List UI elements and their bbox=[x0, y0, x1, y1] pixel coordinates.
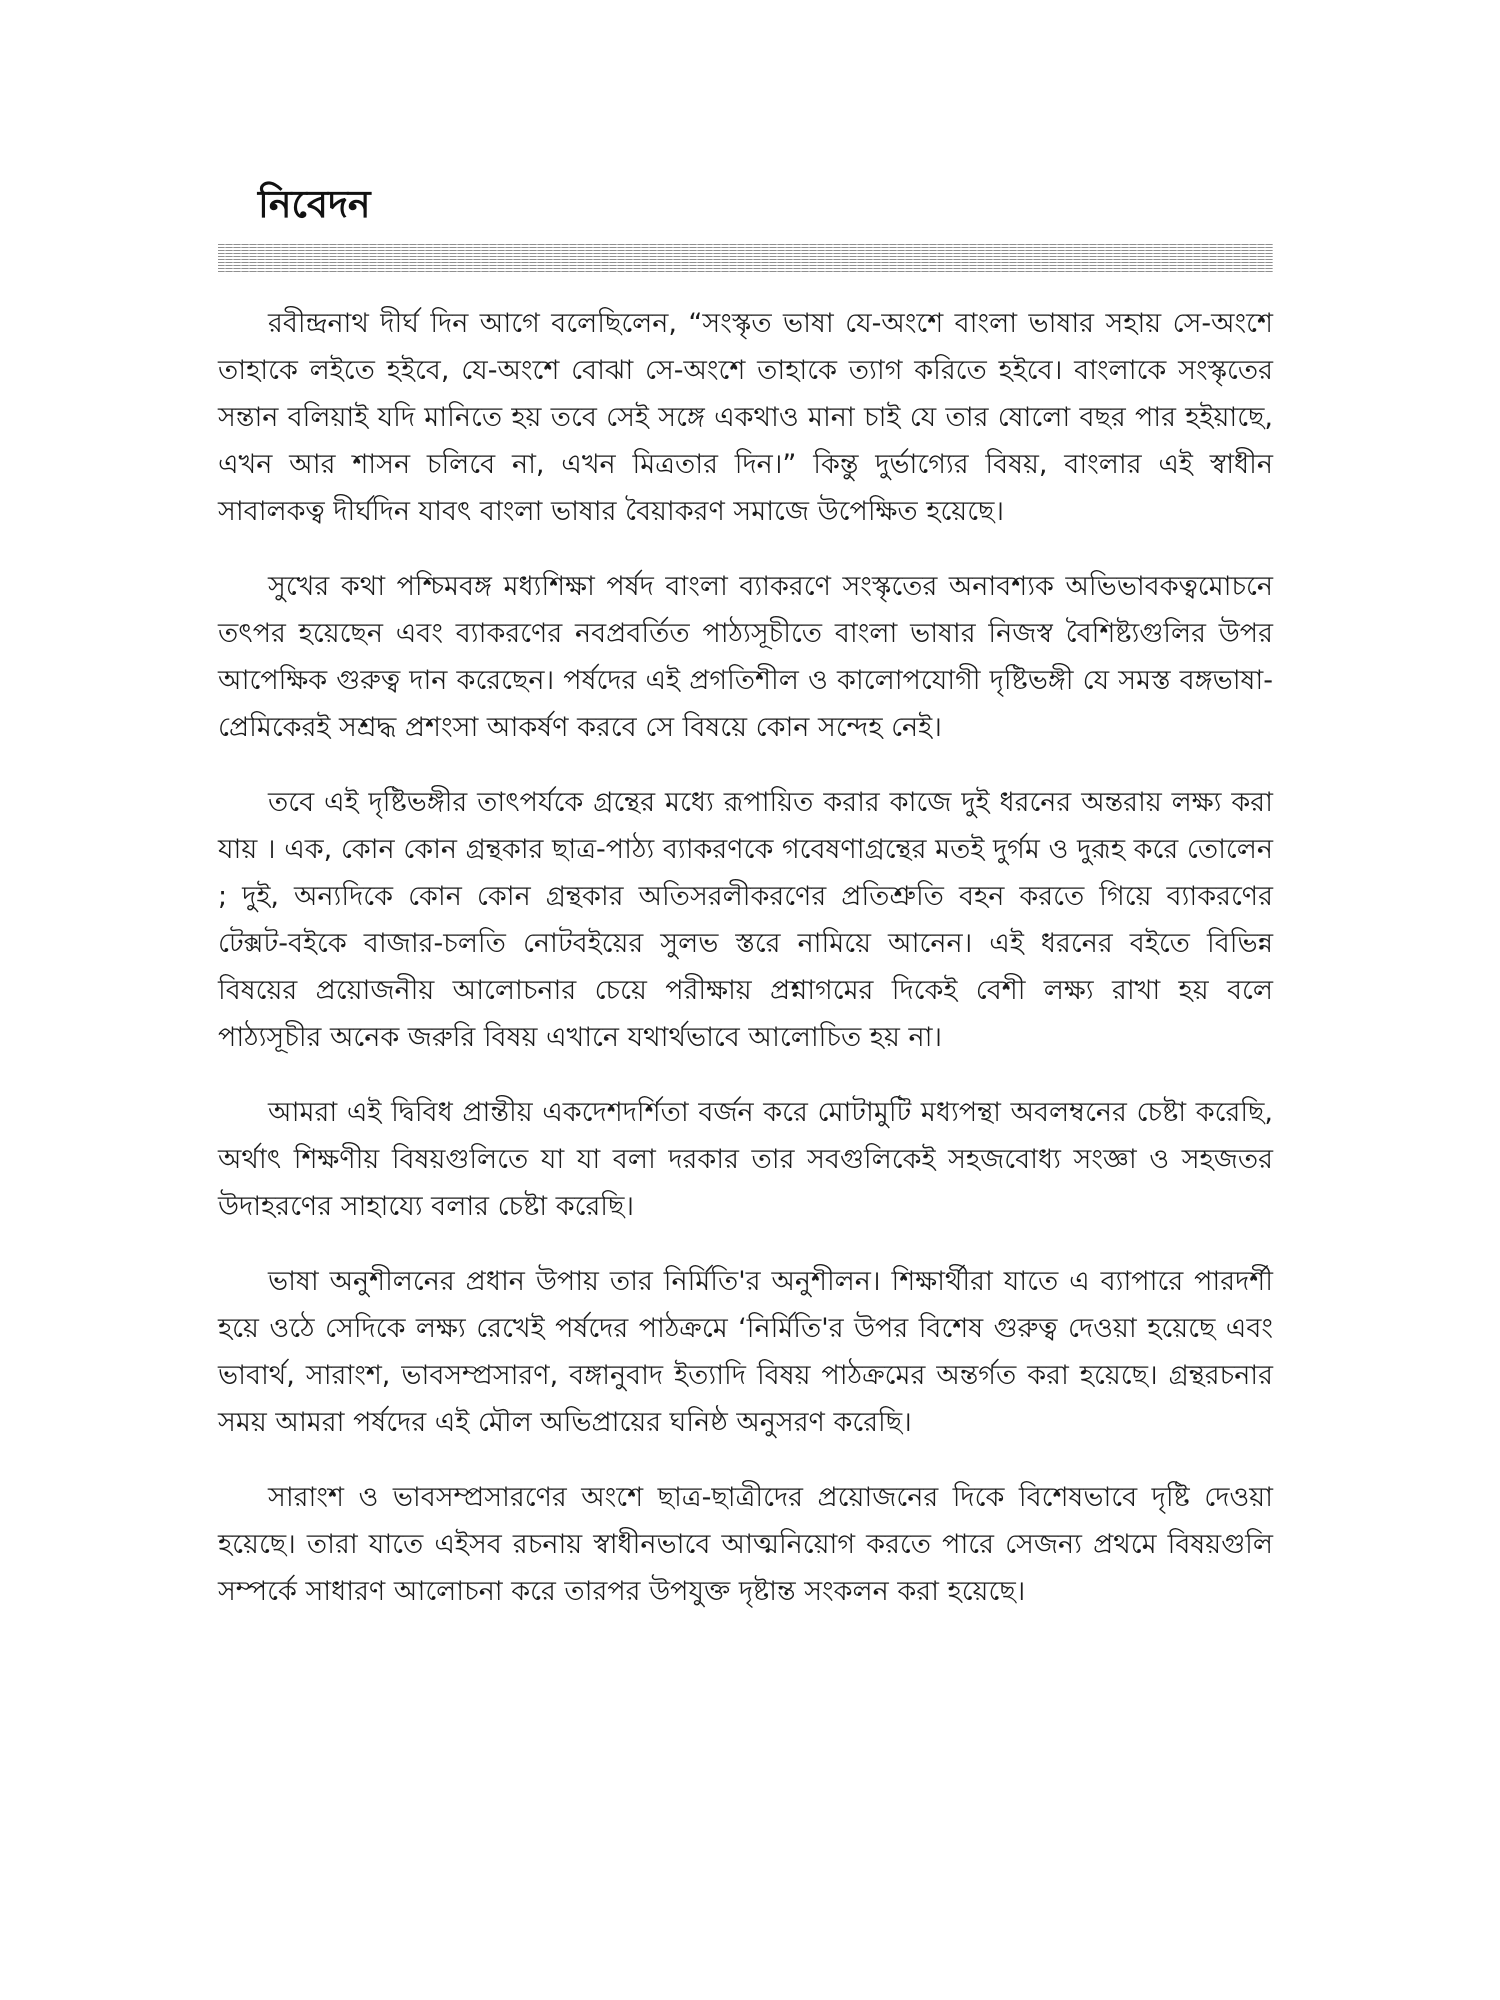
paragraph-1: রবীন্দ্রনাথ দীর্ঘ দিন আগে বলেছিলেন, “সংস্কৃত ভাষা যে-অংশে বাংলা ভাষার সহায় সে-অংশে তাহাকে লইতে হইবে, যে-অংশে বোঝা সে-অংশে তাহাকে ত্যাগ করিতে হইবে। বাংলাকে সংস্কৃতের সন্তান বলিয়াই যদি মানিতে হয় তবে সেই সঙ্গে একথাও মানা চাই যে তার ষোলো বছর পার হইয়াছে, এখন আর শাসন চলিবে না, এখন মিত্রতার দিন।” কিন্তু দুর্ভাগ্যের বিষয়, বাংলার এই স্বাধীন সাবালকত্ব দীর্ঘদিন যাবৎ বাংলা ভাষার বৈয়াকরণ সমাজে উপেক্ষিত হয়েছে। bbox=[218, 308, 1273, 527]
preface-body bbox=[218, 300, 1273, 1643]
page-title: নিবেদন bbox=[258, 182, 371, 226]
paragraph-5: ভাষা অনুশীলনের প্রধান উপায় তার নির্মিতি'র অনুশীলন। শিক্ষার্থীরা যাতে এ ব্যাপারে পারদর্শী হয়ে ওঠে সেদিকে লক্ষ্য রেখেই পর্ষদের পাঠক্রমে ‘নির্মিতি'র উপর বিশেষ গুরুত্ব দেওয়া হয়েছে এবং ভাবার্থ, সারাংশ, ভাবসম্প্রসারণ, বঙ্গানুবাদ ইত্যাদি বিষয় পাঠক্রমের অন্তর্গত করা হয়েছে। গ্রন্থরচনার সময় আমরা পর্ষদের এই মৌল অভিপ্রায়ের ঘনিষ্ঠ অনুসরণ করেছি। bbox=[218, 1266, 1273, 1438]
paragraph-6: সারাংশ ও ভাবসম্প্রসারণের অংশে ছাত্র-ছাত্রীদের প্রয়োজনের দিকে বিশেষভাবে দৃষ্টি দেওয়া হয়েছে। তারা যাতে এইসব রচনায় স্বাধীনভাবে আত্মনিয়োগ করতে পারে সেজন্য প্রথমে বিষয়গুলি সম্পর্কে সাধারণ আলোচনা করে তারপর উপযুক্ত দৃষ্টান্ত সংকলন করা হয়েছে। bbox=[218, 1482, 1273, 1607]
paragraph-2: সুখের কথা পশ্চিমবঙ্গ মধ্যশিক্ষা পর্ষদ বাংলা ব্যাকরণে সংস্কৃতের অনাবশ্যক অভিভাবকত্বমোচনে তৎপর হয়েছেন এবং ব্যাকরণের নবপ্রবর্তিত পাঠ্যসূচীতে বাংলা ভাষার নিজস্ব বৈশিষ্ট্যগুলির উপর আপেক্ষিক গুরুত্ব দান করেছেন। পর্ষদের এই প্রগতিশীল ও কালোপযোগী দৃষ্টিভঙ্গী যে সমস্ত বঙ্গভাষা-প্রেমিকেরই সশ্রদ্ধ প্রশংসা আকর্ষণ করবে সে বিষয়ে কোন সন্দেহ নেই। bbox=[218, 571, 1273, 743]
heading-divider bbox=[218, 244, 1273, 272]
paragraph-3: তবে এই দৃষ্টিভঙ্গীর তাৎপর্যকে গ্রন্থের মধ্যে রূপায়িত করার কাজে দুই ধরনের অন্তরায় লক্ষ্য করা যায় । এক, কোন কোন গ্রন্থকার ছাত্র-পাঠ্য ব্যাকরণকে গবেষণাগ্রন্থের মতই দুর্গম ও দুরূহ করে তোলেন ; দুই, অন্যদিকে কোন কোন গ্রন্থকার অতিসরলীকরণের প্রতিশ্রুতি বহন করতে গিয়ে ব্যাকরণের টেক্সট-বইকে বাজার-চলতি নোটবইয়ের সুলভ স্তরে নামিয়ে আনেন। এই ধরনের বইতে বিভিন্ন বিষয়ের প্রয়োজনীয় আলোচনার চেয়ে পরীক্ষায় প্রশ্নাগমের দিকেই বেশী লক্ষ্য রাখা হয় বলে পাঠ্যসূচীর অনেক জরুরি বিষয় এখানে যথার্থভাবে আলোচিত হয় না। bbox=[218, 787, 1273, 1053]
paragraph-4: আমরা এই দ্বিবিধ প্রান্তীয় একদেশদর্শিতা বর্জন করে মোটামুটি মধ্যপন্থা অবলম্বনের চেষ্টা করেছি, অর্থাৎ শিক্ষণীয় বিষয়গুলিতে যা যা বলা দরকার তার সবগুলিকেই সহজবোধ্য সংজ্ঞা ও সহজতর উদাহরণের সাহায্যে বলার চেষ্টা করেছি। bbox=[218, 1097, 1273, 1222]
